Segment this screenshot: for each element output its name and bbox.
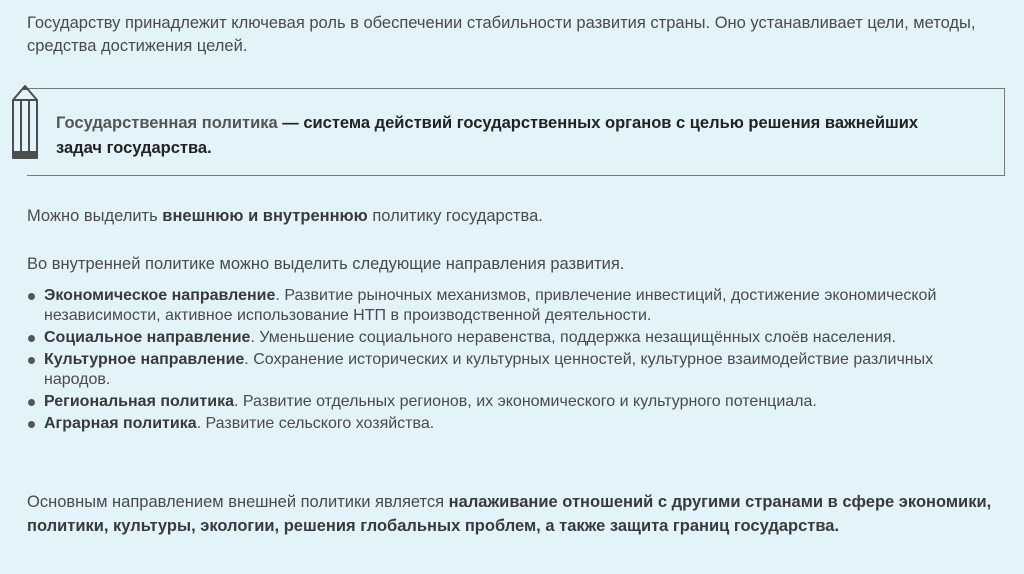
bullet-dot-icon <box>28 335 35 342</box>
list-item-text: . Развитие отдельных регионов, их экономического и культурного потенциала. <box>233 393 817 410</box>
list-item <box>27 392 987 412</box>
bullet-dot-icon <box>28 357 35 364</box>
list-item-title: Экономическое направление <box>44 287 276 304</box>
bullet-dot-icon <box>28 399 35 406</box>
list-item <box>27 286 987 326</box>
list-item-text: . Сохранение исторических и культурных ценностей, культурное взаимодействие различных народов. <box>44 351 934 388</box>
list-item-title: Аграрная политика <box>44 415 197 432</box>
bullet-dot-icon <box>28 421 35 428</box>
para1-text-after: политику государства. <box>367 207 543 225</box>
policy-types-paragraph <box>27 205 997 228</box>
para3-text-before: Основным направлением внешней политики является <box>27 493 449 511</box>
para1-text-before: Можно выделить <box>27 207 163 225</box>
definition-text <box>56 111 956 161</box>
list-item-title: Региональная политика <box>44 393 234 410</box>
pencil-icon <box>8 82 42 162</box>
para1-bold: внешнюю и внутреннюю <box>162 207 368 225</box>
definition-term: Государственная политика <box>56 114 278 132</box>
list-item-title: Социальное направление <box>44 329 251 346</box>
list-item-text: . Развитие сельского хозяйства. <box>196 415 435 432</box>
list-item <box>27 350 987 390</box>
list-item-text: . Уменьшение социального неравенства, поддержка незащищённых слоёв населения. <box>250 329 896 346</box>
foreign-policy-paragraph <box>27 490 997 538</box>
list-item-text: . Развитие рыночных механизмов, привлечение инвестиций, достижение экономической независимости, активное использование НТП в производственной деятельности. <box>44 287 937 324</box>
list-item <box>27 414 987 434</box>
definition-body: — система действий государственных органов с целью решения важнейших задач государства. <box>56 114 919 157</box>
internal-policy-paragraph: Во внутренней политике можно выделить следующие направления развития. <box>27 255 625 273</box>
list-item <box>27 328 987 348</box>
list-item-title: Культурное направление <box>44 351 245 368</box>
bullet-dot-icon <box>28 293 35 300</box>
intro-paragraph: Государству принадлежит ключевая роль в обеспечении стабильности развития страны. Оно устанавливает цели, методы, средства достижения целей. <box>27 14 976 55</box>
directions-list <box>27 286 987 436</box>
para3-bold: налаживание отношений с другими странами в сфере экономики, политики, культуры, экологии, решения глобальных проблем, а также защита границ государства. <box>27 493 992 535</box>
